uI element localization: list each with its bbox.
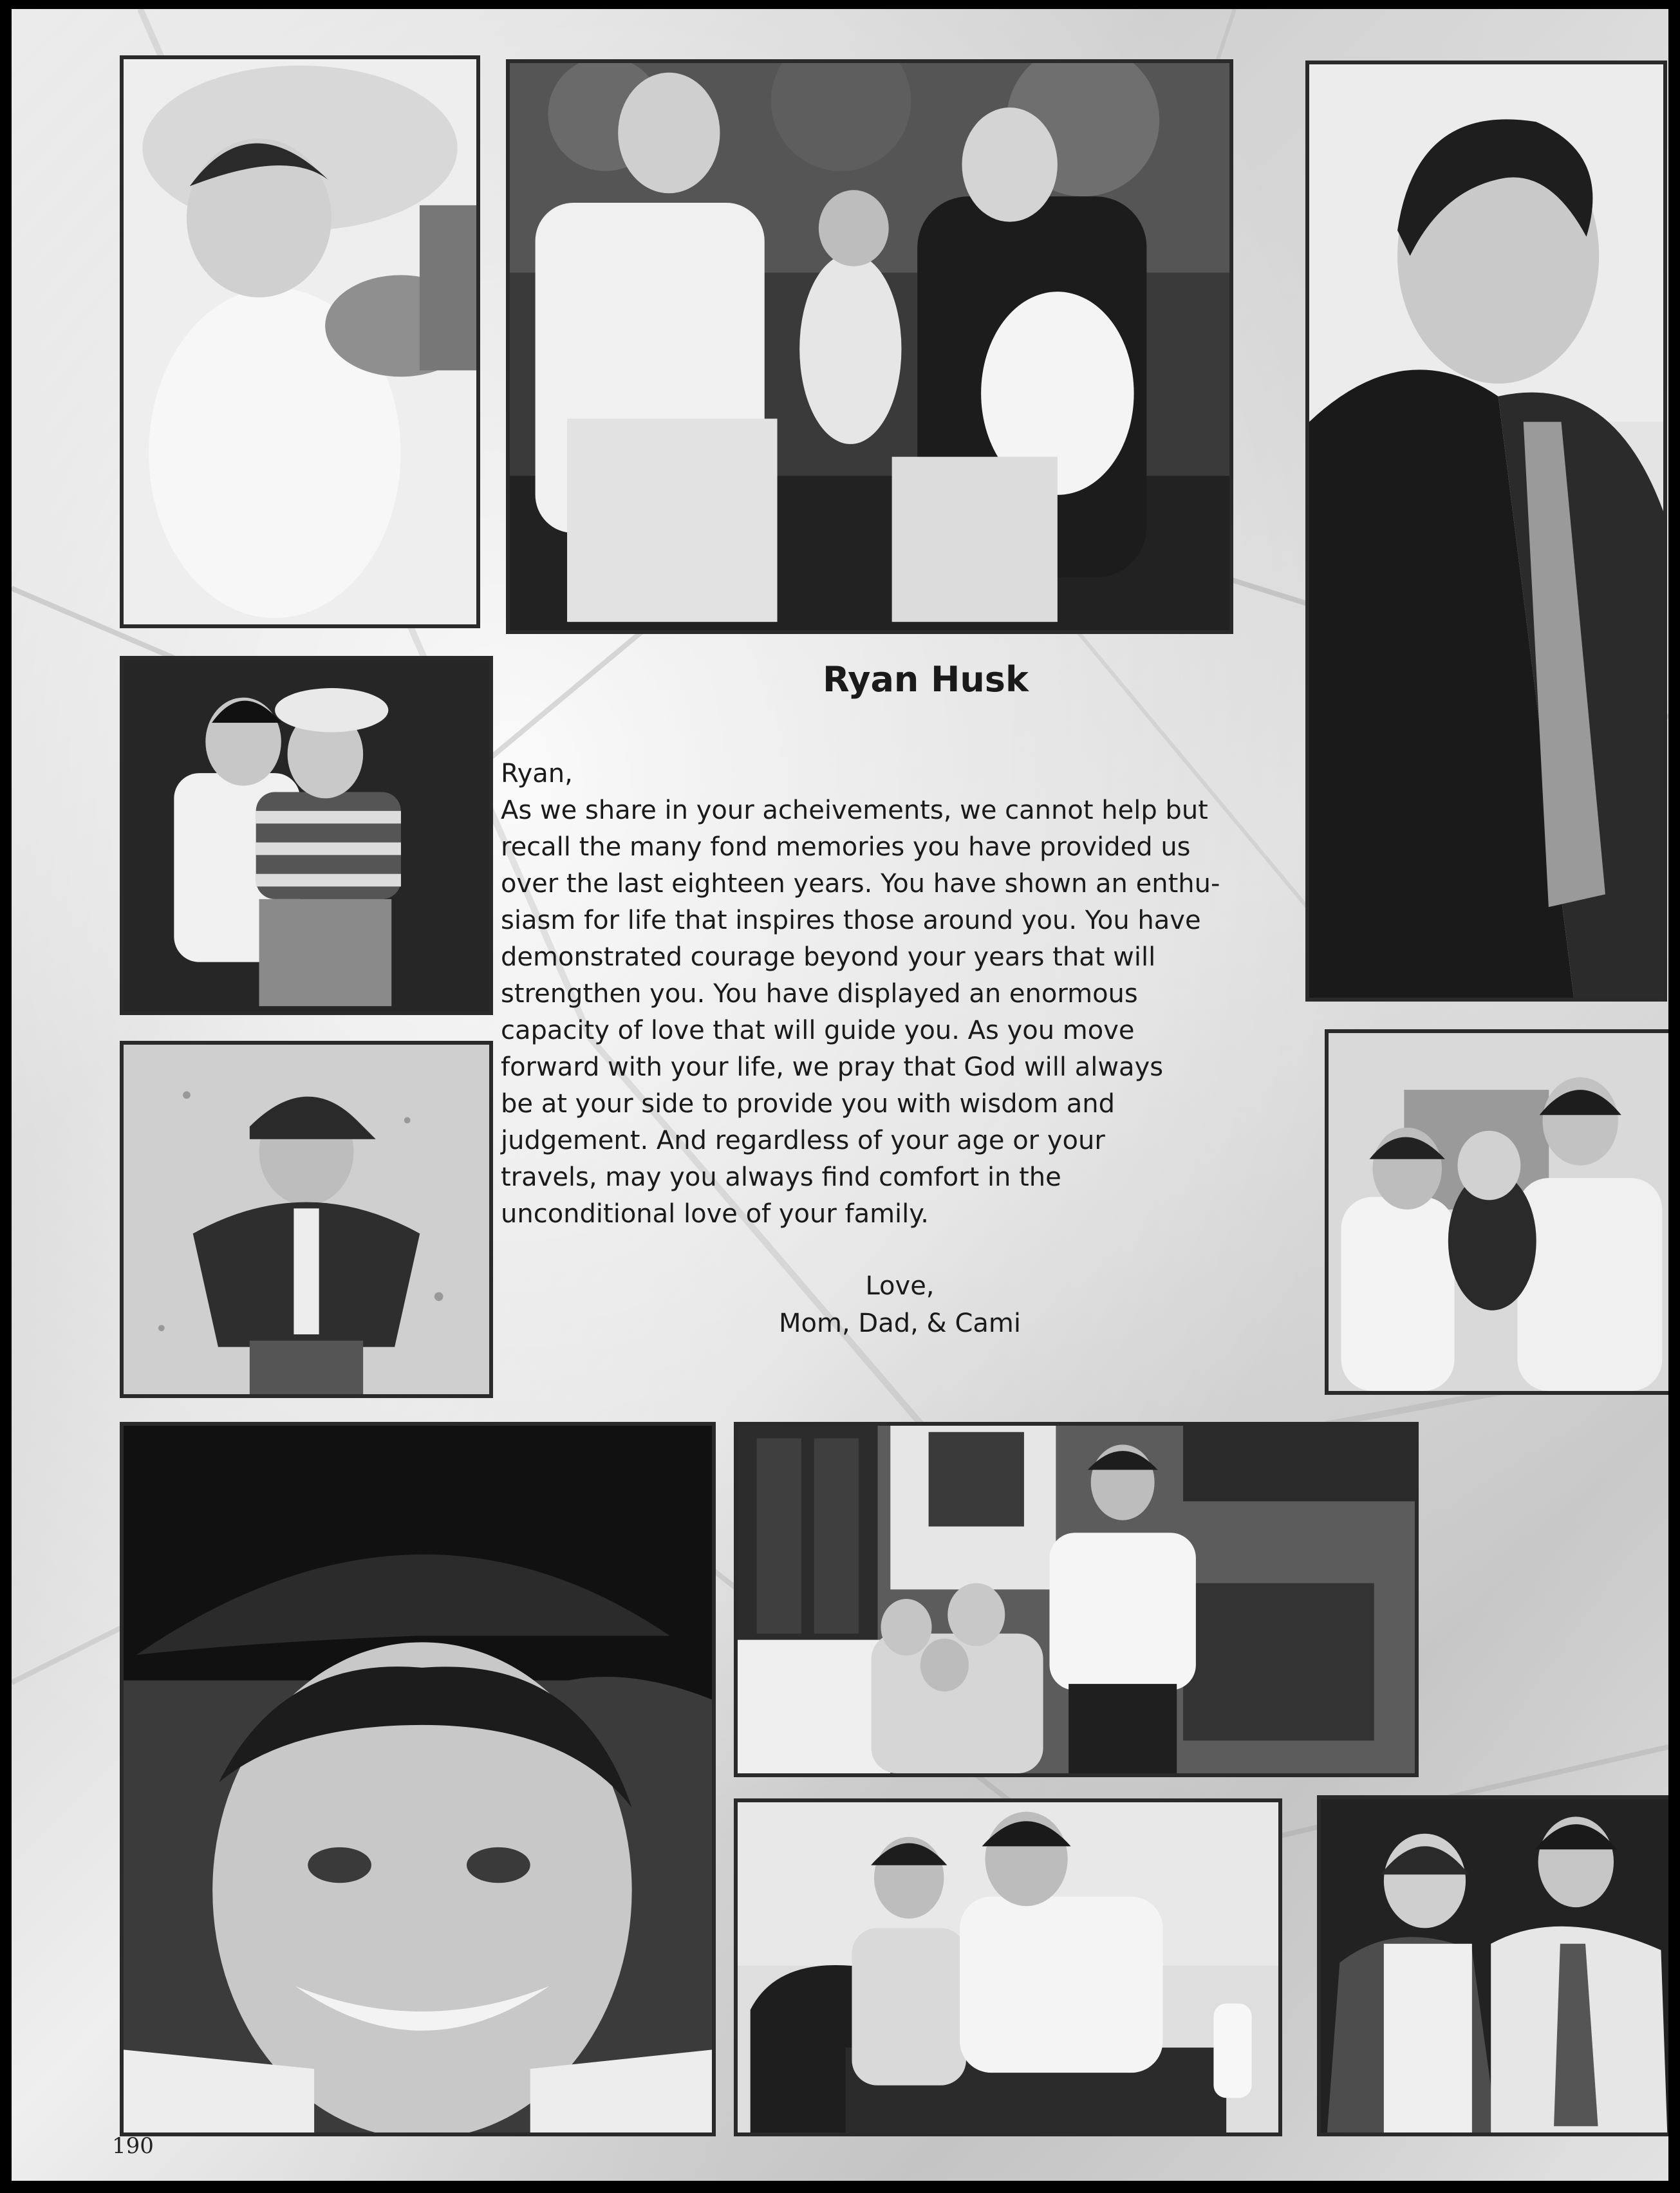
page-number: 190 bbox=[112, 2133, 154, 2159]
letter-line: forward with your life, we pray that God will always bbox=[501, 1052, 1164, 1082]
photo-senior-portrait bbox=[1305, 61, 1667, 1002]
letter-line: strengthen you. You have displayed an enormous bbox=[501, 979, 1138, 1009]
photo-boy-with-father bbox=[734, 1798, 1282, 2136]
tribute-title: Ryan Husk bbox=[823, 659, 1029, 700]
letter-line: over the last eighteen years. You have shown an enthu- bbox=[501, 869, 1220, 899]
letter-line: unconditional love of your family. bbox=[501, 1199, 929, 1229]
photo-family-in-kitchen bbox=[734, 1422, 1419, 1777]
tribute-letter bbox=[501, 756, 1293, 1233]
photo-siblings-cowboy-hat bbox=[120, 656, 493, 1015]
photo-grandparents-with-children bbox=[506, 59, 1233, 634]
letter-line: demonstrated courage beyond your years that will bbox=[501, 942, 1156, 972]
letter-line: siasm for life that inspires those around you. You have bbox=[501, 906, 1201, 935]
photo-mother-and-son bbox=[1317, 1795, 1668, 2136]
letter-line: recall the many fond memories you have provided us bbox=[501, 832, 1191, 862]
letter-line: As we share in your acheivements, we cannot help but bbox=[501, 796, 1208, 825]
letter-salutation: Ryan, bbox=[501, 759, 573, 789]
letter-line: travels, may you always find comfort in the bbox=[501, 1162, 1061, 1192]
photo-family-with-baby bbox=[1325, 1029, 1668, 1395]
letter-line: judgement. And regardless of your age or your bbox=[501, 1126, 1105, 1155]
letter-line: be at your side to provide you with wisdom and bbox=[501, 1089, 1115, 1119]
photo-toddler-la-cap bbox=[120, 1041, 493, 1398]
letter-closing bbox=[726, 1267, 1074, 1342]
photo-boy-la-cap-closeup bbox=[120, 1422, 716, 2136]
photo-newborn-baby bbox=[120, 55, 480, 628]
yearbook-page bbox=[12, 9, 1668, 2181]
letter-line: capacity of love that will guide you. As you move bbox=[501, 1016, 1135, 1045]
closing-signature: Mom, Dad, & Cami bbox=[779, 1309, 1021, 1338]
closing-word: Love, bbox=[865, 1271, 935, 1301]
